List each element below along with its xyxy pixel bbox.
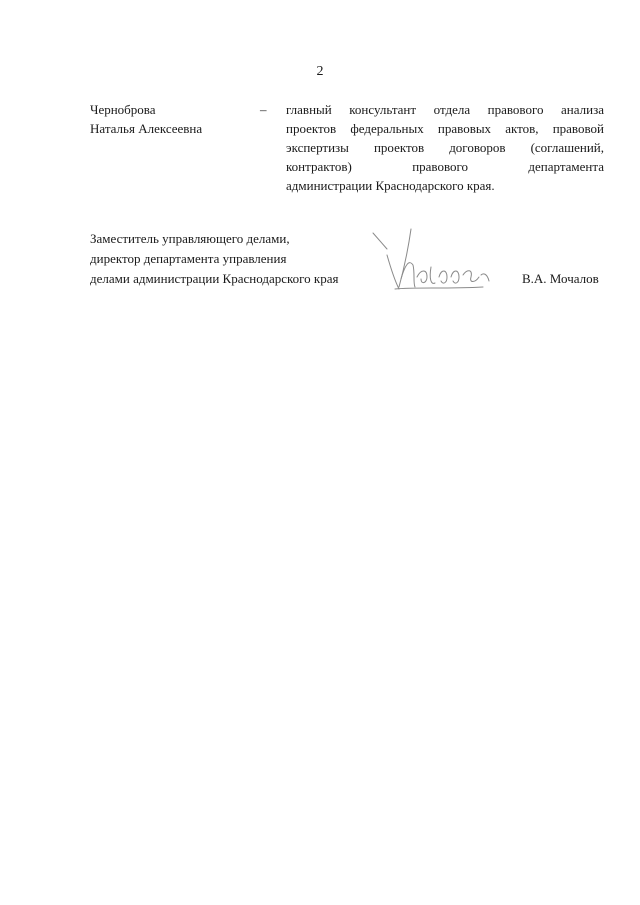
description-line: экспертизы проектов договоров (соглашений, [286,140,604,155]
description-line: контрактов) правового департамента [286,159,604,174]
signer-title [90,229,380,289]
signer-title-line: делами администрации Краснодарского края [90,271,339,286]
member-description [286,100,604,195]
signer-title-line: директор департамента управления [90,251,287,266]
member-surname: Черноброва [90,102,156,117]
signer-title-line: Заместитель управляющего делами, [90,231,290,246]
member-name [90,100,260,138]
description-line: проектов федеральных правовых актов, правовой [286,121,604,136]
page-number: 2 [316,64,324,79]
handwritten-signature [365,225,500,300]
member-given-names: Наталья Алексеевна [90,121,203,136]
description-line: администрации Краснодарского края. [286,178,495,193]
signer-name: В.А. Мочалов [522,271,599,286]
member-dash: – [260,102,267,117]
description-line: главный консультант отдела правового анализа [286,102,604,117]
